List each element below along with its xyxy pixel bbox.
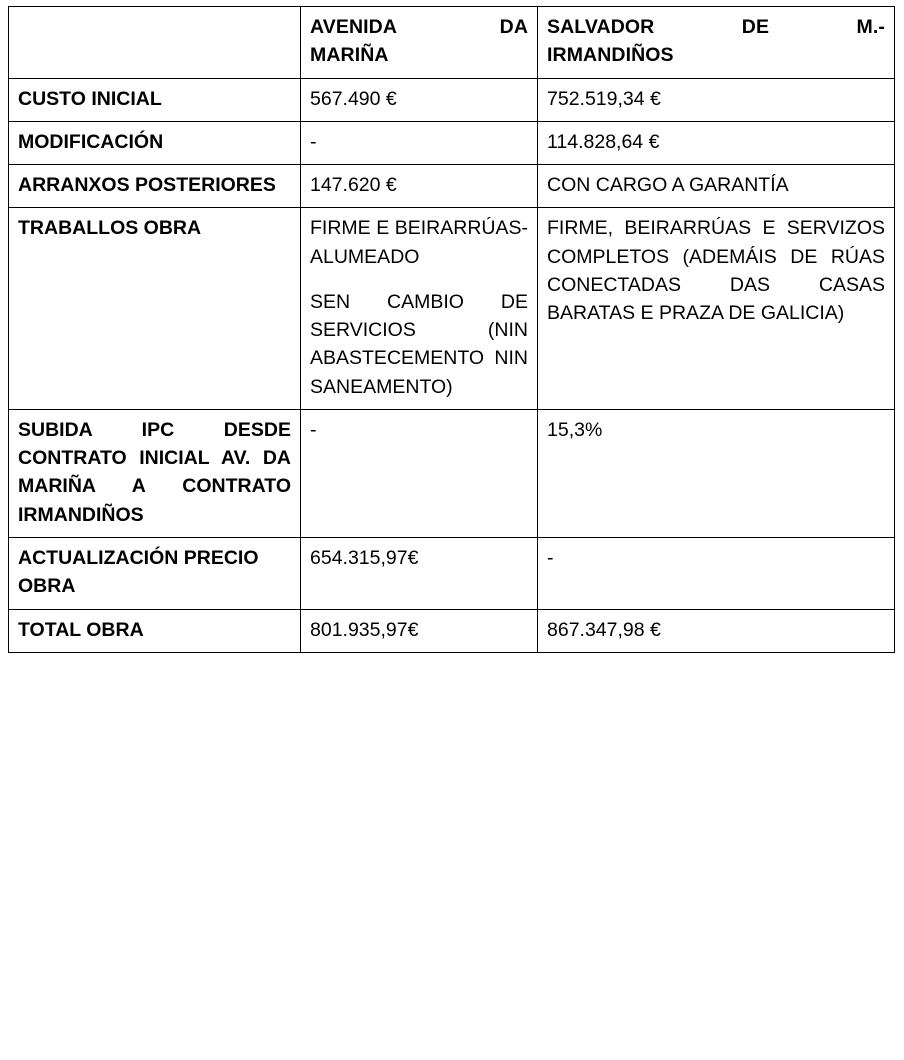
cell-paragraph: FIRME, BEIRARRÚAS E SERVIZOS COMPLETOS (ADEMÁIS DE RÚAS CONECTADAS DAS CASAS BARATAS E PRAZA DE GALICIA) <box>547 217 885 325</box>
row-label: ARRANXOS POSTERIORES <box>9 165 301 208</box>
cell-avenida: 801.935,97€ <box>301 609 538 652</box>
cell-avenida <box>301 208 538 410</box>
cell-salvador: - <box>538 537 895 609</box>
header-line: IRMANDIÑOS <box>547 44 674 67</box>
table-row <box>9 537 895 609</box>
header-line: AVENIDA DA <box>310 16 528 38</box>
header-cell-salvador <box>538 7 895 79</box>
table-header-row <box>9 7 895 79</box>
row-label: MODIFICACIÓN <box>9 121 301 164</box>
cell-paragraph: FIRME E BEIRARRÚAS-ALUMEADO <box>310 217 528 268</box>
table-row <box>9 208 895 410</box>
cell-salvador: 867.347,98 € <box>538 609 895 652</box>
header-cell-avenida <box>301 7 538 79</box>
row-label: TOTAL OBRA <box>9 609 301 652</box>
cell-avenida: - <box>301 409 538 537</box>
cell-avenida: 147.620 € <box>301 165 538 208</box>
row-label: SUBIDA IPC DESDE CONTRATO INICIAL AV. DA MARIÑA A CONTRATO IRMANDIÑOS <box>9 409 301 537</box>
cell-avenida: - <box>301 121 538 164</box>
table-row <box>9 165 895 208</box>
cell-salvador: 752.519,34 € <box>538 78 895 121</box>
cell-avenida: 654.315,97€ <box>301 537 538 609</box>
cell-avenida: 567.490 € <box>301 78 538 121</box>
table-row <box>9 409 895 537</box>
comparison-table <box>8 6 895 653</box>
cell-salvador: 15,3% <box>538 409 895 537</box>
table-row <box>9 78 895 121</box>
cell-salvador: 114.828,64 € <box>538 121 895 164</box>
cell-salvador <box>538 208 895 410</box>
cell-salvador: CON CARGO A GARANTÍA <box>538 165 895 208</box>
header-line: MARIÑA <box>310 44 389 67</box>
row-label: TRABALLOS OBRA <box>9 208 301 410</box>
row-label: ACTUALIZACIÓN PRECIO OBRA <box>9 537 301 609</box>
row-label: CUSTO INICIAL <box>9 78 301 121</box>
header-cell-empty <box>9 7 301 79</box>
table-row <box>9 121 895 164</box>
table-row <box>9 609 895 652</box>
cell-paragraph: SEN CAMBIO DE SERVICIOS (NIN ABASTECEMENTO NIN SANEAMENTO) <box>310 290 528 398</box>
header-line: SALVADOR DE M.- <box>547 16 885 38</box>
